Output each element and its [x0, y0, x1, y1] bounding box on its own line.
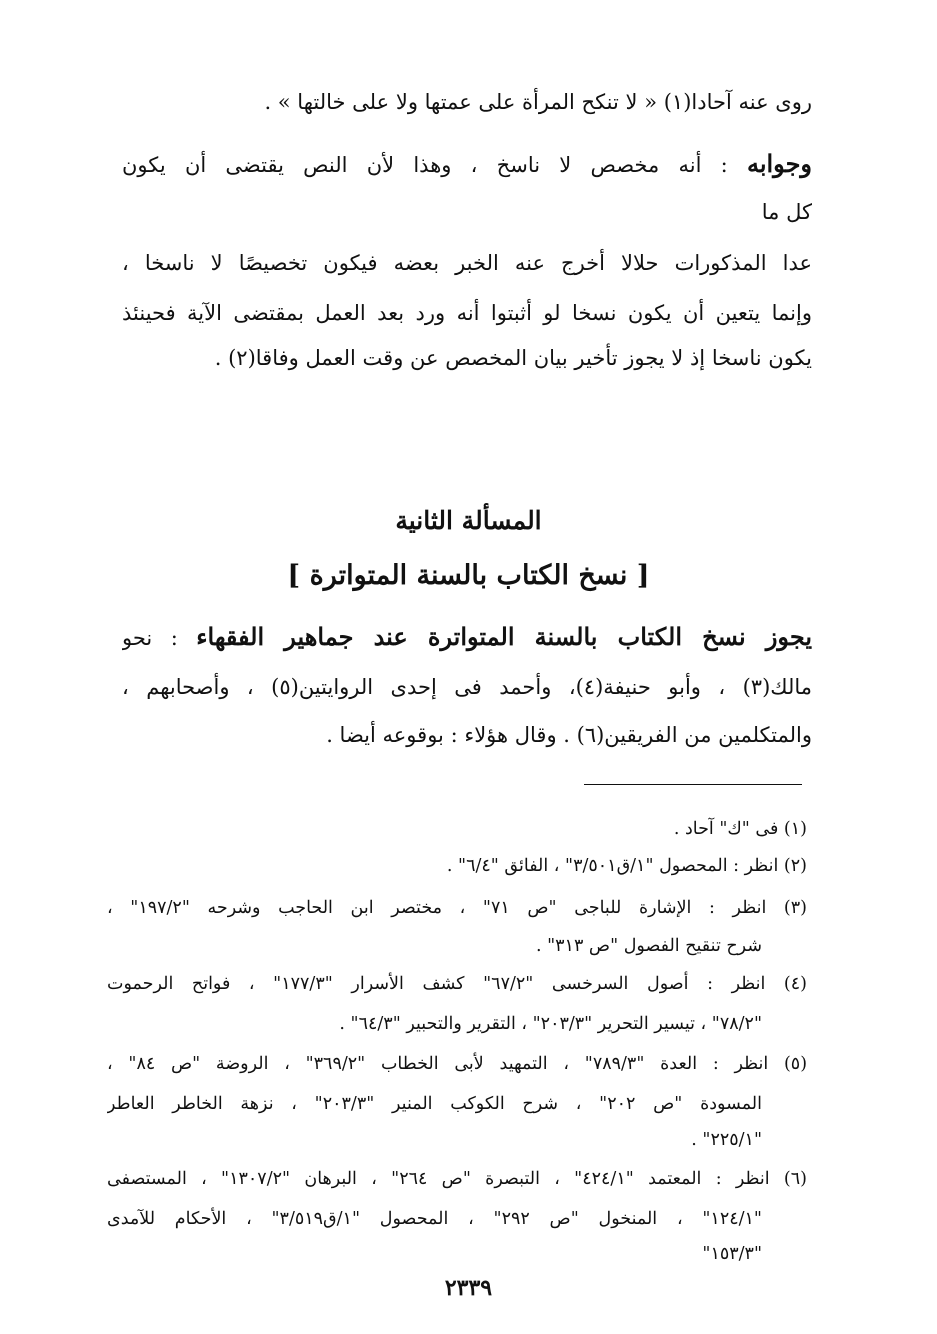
body-line-5: وإنما يتعين أن يكون نسخا لو أثبتوا أنه ورد بعد العمل بمقتضى الآية فحينئذ: [122, 301, 812, 325]
body-line-1: روى عنه آحادا(١) « لا تنكح المرأة على عمتها ولا على خالتها » .: [264, 90, 812, 114]
footnote-3-line-2: شرح تنقيح الفصول "ص ٣١٣" .: [535, 936, 762, 956]
footnote-6-line-2: "١٢٤/١" ، المنخول "ص ٢٩٢" ، المحصول "١/ق٣/٥١٩" ، الأحكام للآمدى: [107, 1209, 762, 1229]
section-line-3: والمتكلمين من الفريقين(٦) . وقال هؤلاء : بوقوعه أيضا .: [326, 723, 812, 747]
body-line-3: كل ما: [761, 200, 812, 224]
footnote-5-line-2: المسودة "ص ٢٠٢" ، شرح الكوكب المنير "٢٠٣/٣" ، نزهة الخاطر العاطر: [107, 1094, 762, 1114]
footnote-6-line-3: "١٥٣/٣": [702, 1244, 762, 1264]
footnote-5-line-1: (٥) انظر : العدة "٧٨٩/٣" ، التمهيد لأبى الخطاب "٣٦٩/٢" ، الروضة "ص ٨٤" ،: [107, 1054, 807, 1074]
footnote-4-line-2: "٧٨/٢" ، تيسير التحرير "٢٠٣/٣" ، التقرير والتحبير "٦٤/٣" .: [339, 1014, 762, 1034]
footnote-separator: [584, 784, 802, 785]
answer-text: : أنه مخصص لا ناسخ ، وهذا لأن النص يقتضى أن يكون: [122, 153, 747, 177]
section-title: المسألة الثانية: [395, 506, 542, 535]
footnote-5-line-3: "٢٢٥/١" .: [691, 1130, 762, 1150]
page-number: ٢٣٣٩: [444, 1275, 493, 1301]
body-line-6: يكون ناسخا إذ لا يجوز تأخير بيان المخصص عن وقت العمل وفاقا(٢) .: [214, 346, 812, 370]
section-line-1: [122, 620, 812, 654]
section-line-2: مالك(٣) ، وأبو حنيفة(٤)، وأحمد فى إحدى الروايتين(٥) ، وأصحابهم ،: [122, 675, 812, 699]
footnote-3-line-1: (٣) انظر : الإشارة للباجى "ص ٧١" ، مختصر ابن الحاجب وشرحه "١٩٧/٢" ،: [107, 898, 807, 918]
footnote-6-line-1: (٦) انظر : المعتمد "٤٢٤/١" ، التبصرة "ص ٢٦٤" ، البرهان "١٣٠٧/٢" ، المستصفى: [107, 1169, 807, 1189]
body-line-4: عدا المذكورات حلالا أخرج عنه الخبر بعضه فيكون تخصيصًا لا ناسخا ،: [122, 251, 812, 275]
section-lead-rest: : نحو: [122, 626, 197, 650]
footnote-1: (١) فى "ك" آحاد .: [673, 819, 807, 839]
footnote-2: (٢) انظر : المحصول "١/ق٣/٥٠١" ، الفائق "٦/٤" .: [446, 856, 807, 876]
answer-label: وجوابه: [746, 149, 812, 178]
section-lead: يجوز نسخ الكتاب بالسنة المتواترة عند جماهير الفقهاء: [196, 622, 812, 651]
section-subtitle: [ نسخ الكتاب بالسنة المتواترة ]: [287, 560, 650, 591]
body-line-2: [122, 147, 812, 181]
footnote-4-line-1: (٤) انظر : أصول السرخسى "٦٧/٢" كشف الأسرار "١٧٧/٣" ، فواتح الرحموت: [107, 974, 807, 994]
